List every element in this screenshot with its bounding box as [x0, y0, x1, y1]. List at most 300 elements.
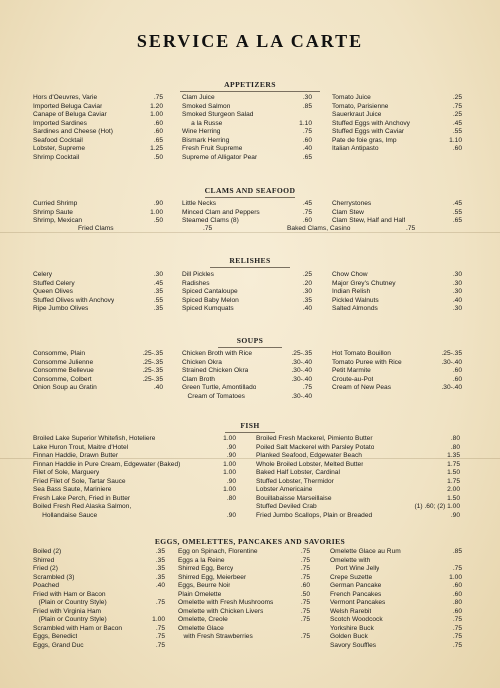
menu-item: [178, 574, 310, 583]
menu-item-price: .25-.35: [142, 358, 163, 366]
menu-item-price: .50: [153, 217, 163, 224]
menu-item-name: Stuffed Olives with Anchovy: [33, 296, 115, 304]
menu-item-name: Cherrystones: [332, 200, 372, 207]
menu-item-price: 1.25: [150, 145, 163, 152]
menu-item: [33, 633, 165, 642]
menu-item-name: Fried with Virginia Ham: [33, 607, 102, 615]
menu-item-name: Omelette Glace au Rum: [330, 548, 401, 555]
menu-item: [332, 111, 462, 120]
menu-item: [33, 305, 163, 314]
menu-item: [182, 137, 312, 146]
menu-item: [33, 444, 236, 453]
menu-item-price: .25-.35: [142, 375, 163, 383]
menu-item-price: .75: [302, 208, 312, 216]
menu-item-name: Planked Seafood, Edgewater Beach: [256, 452, 362, 459]
menu-item: [330, 608, 462, 617]
menu-item-price: .75: [300, 607, 310, 615]
menu-item-price: .35: [155, 556, 165, 564]
section-heading: CLAMS AND SEAFOOD: [204, 186, 296, 195]
menu-item: [182, 376, 312, 385]
section-heading: EGGS, OMELETTES, PANCAKES AND SAVORIES: [154, 537, 346, 546]
menu-item-name: Port Wine Jelly: [330, 565, 380, 572]
menu-item: [33, 350, 163, 359]
menu-item-name: Eggs, Beurre Noir: [178, 582, 231, 589]
menu-item-price: .45: [302, 200, 312, 207]
menu-item-price: .20: [302, 279, 312, 287]
menu-item-price: .25: [452, 111, 462, 118]
menu-item-price: .35: [155, 573, 165, 581]
column-2: [178, 548, 310, 642]
column-2: [256, 435, 460, 520]
menu-item: [256, 444, 460, 453]
page-title: SERVICE A LA CARTE: [136, 31, 364, 51]
menu-item-price: 2.00: [447, 486, 460, 493]
menu-item-name: Green Turtle, Amontillado: [182, 384, 257, 391]
menu-item-name: Yorkshire Buck: [330, 624, 374, 632]
menu-item-name: Eggs, Benedict: [33, 633, 78, 640]
menu-item-price: .80: [452, 599, 462, 606]
menu-item: [182, 359, 312, 368]
menu-item-price: .60: [452, 590, 462, 598]
menu-item-price: .25-.35: [441, 350, 462, 357]
menu-item-price: 1.00: [223, 469, 236, 476]
menu-item-price: .35: [153, 305, 163, 312]
menu-item: [332, 350, 462, 359]
menu-item-price: .65: [153, 136, 163, 144]
menu-item-name: Petit Marmite: [332, 367, 371, 374]
menu-item: [33, 94, 163, 103]
menu-item-name: Egg on Spinach, Florentine: [178, 548, 258, 555]
menu-item: [33, 469, 236, 478]
menu-item-price: .80: [450, 435, 460, 442]
menu-item-price: 1.50: [447, 494, 460, 502]
menu-item-name: Baked Clams, Casino: [287, 225, 351, 232]
menu-item: [33, 435, 236, 444]
menu-item: [330, 574, 462, 583]
column-2: [182, 94, 312, 162]
section-heading: RELISHES: [229, 256, 271, 265]
column-1: [33, 548, 165, 650]
menu-item-price: .45: [452, 119, 462, 127]
menu-item-price: 1.00: [223, 435, 236, 442]
menu-item-name: Imported Sardines: [33, 119, 87, 127]
menu-item-name: Smoked Sturgeon Salad: [182, 111, 254, 118]
menu-item-price: 1.00: [223, 486, 236, 493]
menu-item: [332, 305, 462, 314]
menu-item: [33, 642, 165, 651]
menu-item-name: Consomme, Plain: [33, 350, 86, 357]
menu-item-name: Consomme, Colbert: [33, 375, 92, 383]
menu-item-name: Clam Juice: [182, 94, 215, 101]
menu-item: [178, 625, 310, 634]
menu-item: [330, 599, 462, 608]
menu-item-price: .75: [155, 624, 165, 632]
menu-item: [330, 565, 462, 574]
menu-item-price: .30: [452, 305, 462, 312]
menu-item-name: Tomato Juice: [332, 94, 371, 101]
menu-item-price: .60: [452, 607, 462, 615]
menu-item-name: Chow Chow: [332, 271, 368, 278]
menu-item-price: 1.75: [447, 460, 460, 468]
menu-item-price: .30: [302, 288, 312, 295]
menu-item-price: .40: [155, 582, 165, 589]
menu-item: [332, 367, 462, 376]
menu-item: [33, 486, 236, 495]
menu-item: [330, 616, 462, 625]
menu-item-name: Strained Chicken Okra: [182, 367, 249, 374]
menu-item: [33, 137, 163, 146]
menu-item-name: Omelette with: [330, 556, 371, 564]
menu-item: [256, 461, 460, 470]
menu-item-price: .85: [302, 102, 312, 110]
menu-item-name: Plain Omelette: [178, 590, 222, 598]
menu-item-price: .75: [302, 128, 312, 135]
menu-item-price: .55: [452, 128, 462, 135]
menu-item-price: .75: [300, 556, 310, 564]
menu-item-price: .30-.40: [441, 358, 462, 366]
menu-item: [33, 367, 163, 376]
divider: [180, 91, 320, 92]
menu-item: [33, 582, 165, 591]
menu-item-price: .75: [155, 641, 165, 649]
menu-item-price: .35: [155, 548, 165, 555]
section-heading: FISH: [240, 421, 260, 430]
menu-item: [330, 557, 462, 566]
menu-item: [33, 461, 236, 470]
menu-item: [332, 297, 462, 306]
menu-item-price: .30-.40: [291, 358, 312, 366]
menu-item: [182, 367, 312, 376]
menu-item: [182, 111, 312, 120]
menu-item-name: Shrimp Cocktail: [33, 153, 80, 161]
menu-item-price: 1.00: [150, 208, 163, 216]
menu-item-price: [310, 111, 312, 120]
menu-item-price: .90: [226, 477, 236, 485]
menu-item-name: Broiled Lake Superior Whitefish, Hoteliere: [33, 435, 156, 442]
menu-item-name: Omelette with Fresh Mushrooms: [178, 599, 274, 606]
menu-item: [332, 137, 462, 146]
menu-item-name: Shrimp, Mexican: [33, 217, 83, 224]
menu-item-price: .25-.35: [142, 350, 163, 357]
menu-item-price: .90: [450, 511, 460, 519]
menu-item-name: Ripe Jumbo Olives: [33, 305, 89, 312]
menu-item: [332, 120, 462, 129]
menu-item: [33, 608, 165, 617]
menu-item: [182, 154, 312, 163]
menu-item: [332, 271, 462, 280]
menu-item: [330, 591, 462, 600]
menu-item: [33, 495, 236, 504]
menu-item-name: Bismark Herring: [182, 136, 230, 144]
menu-item-name: Imported Beluga Caviar: [33, 102, 103, 110]
menu-item: [330, 625, 462, 634]
menu-item-name: Poached: [33, 582, 60, 589]
column-2: [182, 350, 312, 401]
menu-item-price: .75: [300, 616, 310, 623]
menu-item: [33, 297, 163, 306]
menu-item-price: 1.00: [223, 460, 236, 468]
menu-item: [330, 633, 462, 642]
menu-item-name: (Plain or Country Style): [33, 599, 107, 606]
menu-item: [33, 503, 236, 512]
menu-item-name: Lake Huron Trout, Maitre d'Hotel: [33, 443, 129, 451]
menu-item-name: Cream of New Peas: [332, 384, 391, 391]
menu-item: [33, 154, 163, 163]
menu-item: [256, 495, 460, 504]
menu-item-name: Boiled Fresh Red Alaska Salmon,: [33, 503, 132, 510]
menu-item: [178, 599, 310, 608]
menu-item-price: .30-.40: [291, 367, 312, 374]
menu-item-price: .75: [300, 633, 310, 640]
column-3: [330, 548, 462, 650]
column-1: [33, 200, 163, 226]
menu-item-price: .60: [153, 119, 163, 127]
menu-item-price: .25-.35: [142, 367, 163, 374]
menu-item-name: Hot Tomato Bouillon: [332, 350, 391, 357]
menu-item-price: .80: [450, 443, 460, 451]
menu-item-price: .35: [302, 296, 312, 304]
menu-item-name: Welsh Rarebit: [330, 607, 372, 615]
menu-item: [33, 271, 163, 280]
menu-item-name: Lobster, Supreme: [33, 145, 86, 152]
menu-item-name: Pate de foie gras, Imp: [332, 136, 397, 144]
menu-item-price: .75: [452, 102, 462, 110]
menu-item-price: .75: [155, 633, 165, 640]
menu-item-price: .75: [300, 565, 310, 572]
column-3: [332, 200, 462, 226]
menu-item-price: 1.00: [449, 573, 462, 581]
menu-item-name: Fried Clams: [78, 225, 114, 232]
menu-item-name: Golden Buck: [330, 633, 368, 640]
menu-item-name: Scrambled (3): [33, 573, 75, 581]
menu-item-price: .60: [452, 145, 462, 152]
menu-item-name: Omelette, Creole: [178, 616, 228, 623]
section-heading: SOUPS: [236, 336, 264, 345]
menu-item-name: Shirred Egg, Bercy: [178, 565, 234, 572]
menu-item-name: Curried Shrimp: [33, 200, 78, 207]
menu-item: [182, 103, 312, 112]
menu-item-name: Poiled Salt Mackerel with Parsley Potato: [256, 443, 375, 451]
column-1: [33, 271, 163, 314]
menu-item: [182, 350, 312, 359]
menu-item: [33, 288, 163, 297]
menu-item-price: .30: [452, 279, 462, 287]
menu-item-name: Wine Herring: [182, 128, 221, 135]
menu-item-price: .65: [302, 153, 312, 161]
menu-item-name: Smoked Salmon: [182, 102, 231, 110]
menu-item-name: Finnan Haddie in Pure Cream, Edgewater (Baked): [33, 460, 181, 468]
menu-item-price: [163, 608, 165, 617]
menu-item: [332, 384, 462, 393]
menu-item-name: Tomato Puree with Rice: [332, 358, 402, 366]
menu-item-price: .75: [452, 616, 462, 623]
menu-item: [256, 469, 460, 478]
menu-item-name: with Fresh Strawberries: [178, 633, 253, 640]
menu-item: [332, 103, 462, 112]
menu-item: [33, 557, 165, 566]
menu-item: [33, 200, 163, 209]
menu-item-name: Baked Half Lobster, Cardinal: [256, 469, 340, 476]
menu-item-name: Scotch Woodcock: [330, 616, 383, 623]
menu-item: [178, 608, 310, 617]
menu-item-price: .45: [452, 200, 462, 207]
menu-item: [182, 384, 312, 393]
menu-item-name: Spiced Baby Melon: [182, 296, 239, 304]
menu-item-price: .85: [452, 548, 462, 555]
menu-item-name: Finnan Haddie, Drawn Butter: [33, 452, 119, 459]
menu-item-price: .25: [452, 94, 462, 101]
menu-item-price: .90: [226, 452, 236, 459]
menu-item: [332, 94, 462, 103]
menu-item-name: Fresh Fruit Supreme: [182, 145, 243, 152]
menu-item: [332, 145, 462, 154]
menu-item-name: Fried Jumbo Scallops, Plain or Breaded: [256, 511, 373, 519]
menu-item-name: Celery: [33, 271, 53, 278]
menu-item: [33, 209, 163, 218]
menu-item-price: .60: [302, 217, 312, 224]
column-3: [332, 271, 462, 314]
menu-item-price: [308, 625, 310, 634]
menu-item: [178, 616, 310, 625]
menu-item-name: Omelette Glace: [178, 624, 224, 632]
menu-item-name: Dill Pickles: [182, 271, 214, 278]
menu-item: [182, 288, 312, 297]
menu-item: [178, 582, 310, 591]
menu-item: [256, 503, 460, 512]
menu-item: [33, 574, 165, 583]
menu-item-price: .30: [452, 288, 462, 295]
menu-item-price: .75: [300, 548, 310, 555]
menu-item-name: Spiced Cantaloupe: [182, 288, 238, 295]
menu-item: [332, 359, 462, 368]
menu-item-name: Seafood Cocktail: [33, 136, 83, 144]
menu-item: [256, 512, 460, 521]
menu-item-price: [460, 557, 462, 566]
menu-item: [33, 565, 165, 574]
menu-item-name: Fried Filet of Sole, Tartar Sauce: [33, 477, 126, 485]
menu-item: [178, 565, 310, 574]
menu-item-price: [234, 503, 236, 512]
menu-item-name: French Pancakes: [330, 590, 382, 598]
menu-item: [33, 599, 165, 608]
menu-item-name: German Pancake: [330, 582, 382, 589]
menu-item-name: Shirred Egg, Meierbeer: [178, 573, 247, 581]
menu-item-name: Eggs, Grand Duc: [33, 641, 84, 649]
menu-item-name: Stuffed Celery: [33, 279, 75, 287]
menu-item-price: .60: [153, 128, 163, 135]
menu-item-name: Steamed Clams (8): [182, 217, 239, 224]
menu-item-name: Shirred: [33, 556, 55, 564]
menu-item-price: 1.00: [152, 616, 165, 623]
menu-item-price: 1.75: [447, 477, 460, 485]
section-heading: APPETIZERS: [224, 80, 276, 89]
menu-item-price: .30-.40: [291, 392, 312, 400]
menu-item-name: Lobster Americaine: [256, 486, 313, 493]
menu-item-name: Consomme Bellevue: [33, 367, 94, 374]
menu-item-price: .30-.40: [291, 375, 312, 383]
menu-item-name: Supreme of Alligator Pear: [182, 153, 258, 161]
menu-item-name: Consomme Julienne: [33, 358, 94, 366]
menu-item: [33, 120, 163, 129]
column-1: [33, 94, 163, 162]
column-3: [332, 94, 462, 154]
menu-item-price: .55: [452, 208, 462, 216]
menu-item: [182, 200, 312, 209]
menu-item-name: Filet of Sole, Marguery: [33, 469, 100, 476]
menu-item-price: .30: [302, 94, 312, 101]
menu-item-name: Omelette with Chicken Livers: [178, 607, 264, 615]
menu-item-name: Queen Olives: [33, 288, 73, 295]
menu-item-price: .75: [300, 573, 310, 581]
menu-item: [182, 209, 312, 218]
menu-item: [178, 557, 310, 566]
menu-item: [182, 305, 312, 314]
menu-item-name: Clam Stew: [332, 208, 364, 216]
menu-item-price: .75: [452, 633, 462, 640]
menu-item-price: .40: [302, 145, 312, 152]
menu-item-name: Clam Stew, Half and Half: [332, 217, 406, 224]
menu-item: [33, 512, 236, 521]
menu-item-name: (Plain or Country Style): [33, 616, 107, 623]
menu-item: [33, 103, 163, 112]
menu-item: [182, 128, 312, 137]
menu-item-price: .90: [226, 443, 236, 451]
menu-item: [178, 548, 310, 557]
menu-item-name: Little Necks: [182, 200, 217, 207]
menu-item: [332, 200, 462, 209]
menu-item: [33, 478, 236, 487]
menu-item-name: Chicken Broth with Rice: [182, 350, 252, 357]
menu-item-price: .40: [452, 296, 462, 304]
menu-item: [182, 280, 312, 289]
menu-item-name: Bouillabaisse Marseillaise: [256, 494, 332, 502]
menu-item: [182, 271, 312, 280]
menu-item-name: Sardines and Cheese (Hot): [33, 128, 113, 135]
menu-item-name: Boiled (2): [33, 548, 62, 555]
menu-item: [330, 548, 462, 557]
menu-item-name: Scrambled with Ham or Bacon: [33, 624, 123, 632]
menu-item-price: .25-.35: [291, 350, 312, 357]
menu-item-price: 1.50: [447, 469, 460, 476]
menu-item: [332, 209, 462, 218]
menu-item-price: .60: [452, 367, 462, 374]
menu-item-name: Hors d'Oeuvres, Varie: [33, 94, 98, 101]
menu-item-price: 1.00: [150, 111, 163, 118]
menu-item: [332, 288, 462, 297]
menu-item-name: a la Russe: [182, 119, 223, 127]
menu-item-price: (1) .60; (2) 1.00: [414, 503, 460, 510]
menu-item-name: Indian Relish: [332, 288, 371, 295]
menu-item: [33, 280, 163, 289]
menu-item-price: .60: [300, 582, 310, 589]
menu-item: [178, 591, 310, 600]
divider: [205, 197, 295, 198]
menu-item: [182, 120, 312, 129]
menu-item-name: Stuffed Eggs with Anchovy: [332, 119, 410, 127]
menu-item-price: .55: [153, 296, 163, 304]
menu-item: [182, 145, 312, 154]
menu-item-price: .90: [153, 200, 163, 207]
menu-item-name: Italian Antipasto: [332, 145, 379, 152]
menu-item: [182, 94, 312, 103]
menu-item: [178, 633, 310, 642]
menu-item-price: .40: [153, 384, 163, 391]
menu-item-price: .90: [226, 511, 236, 519]
menu-item: [256, 486, 460, 495]
column-2: [182, 200, 312, 226]
menu-item-price: .75: [406, 225, 416, 232]
divider: [218, 347, 282, 348]
